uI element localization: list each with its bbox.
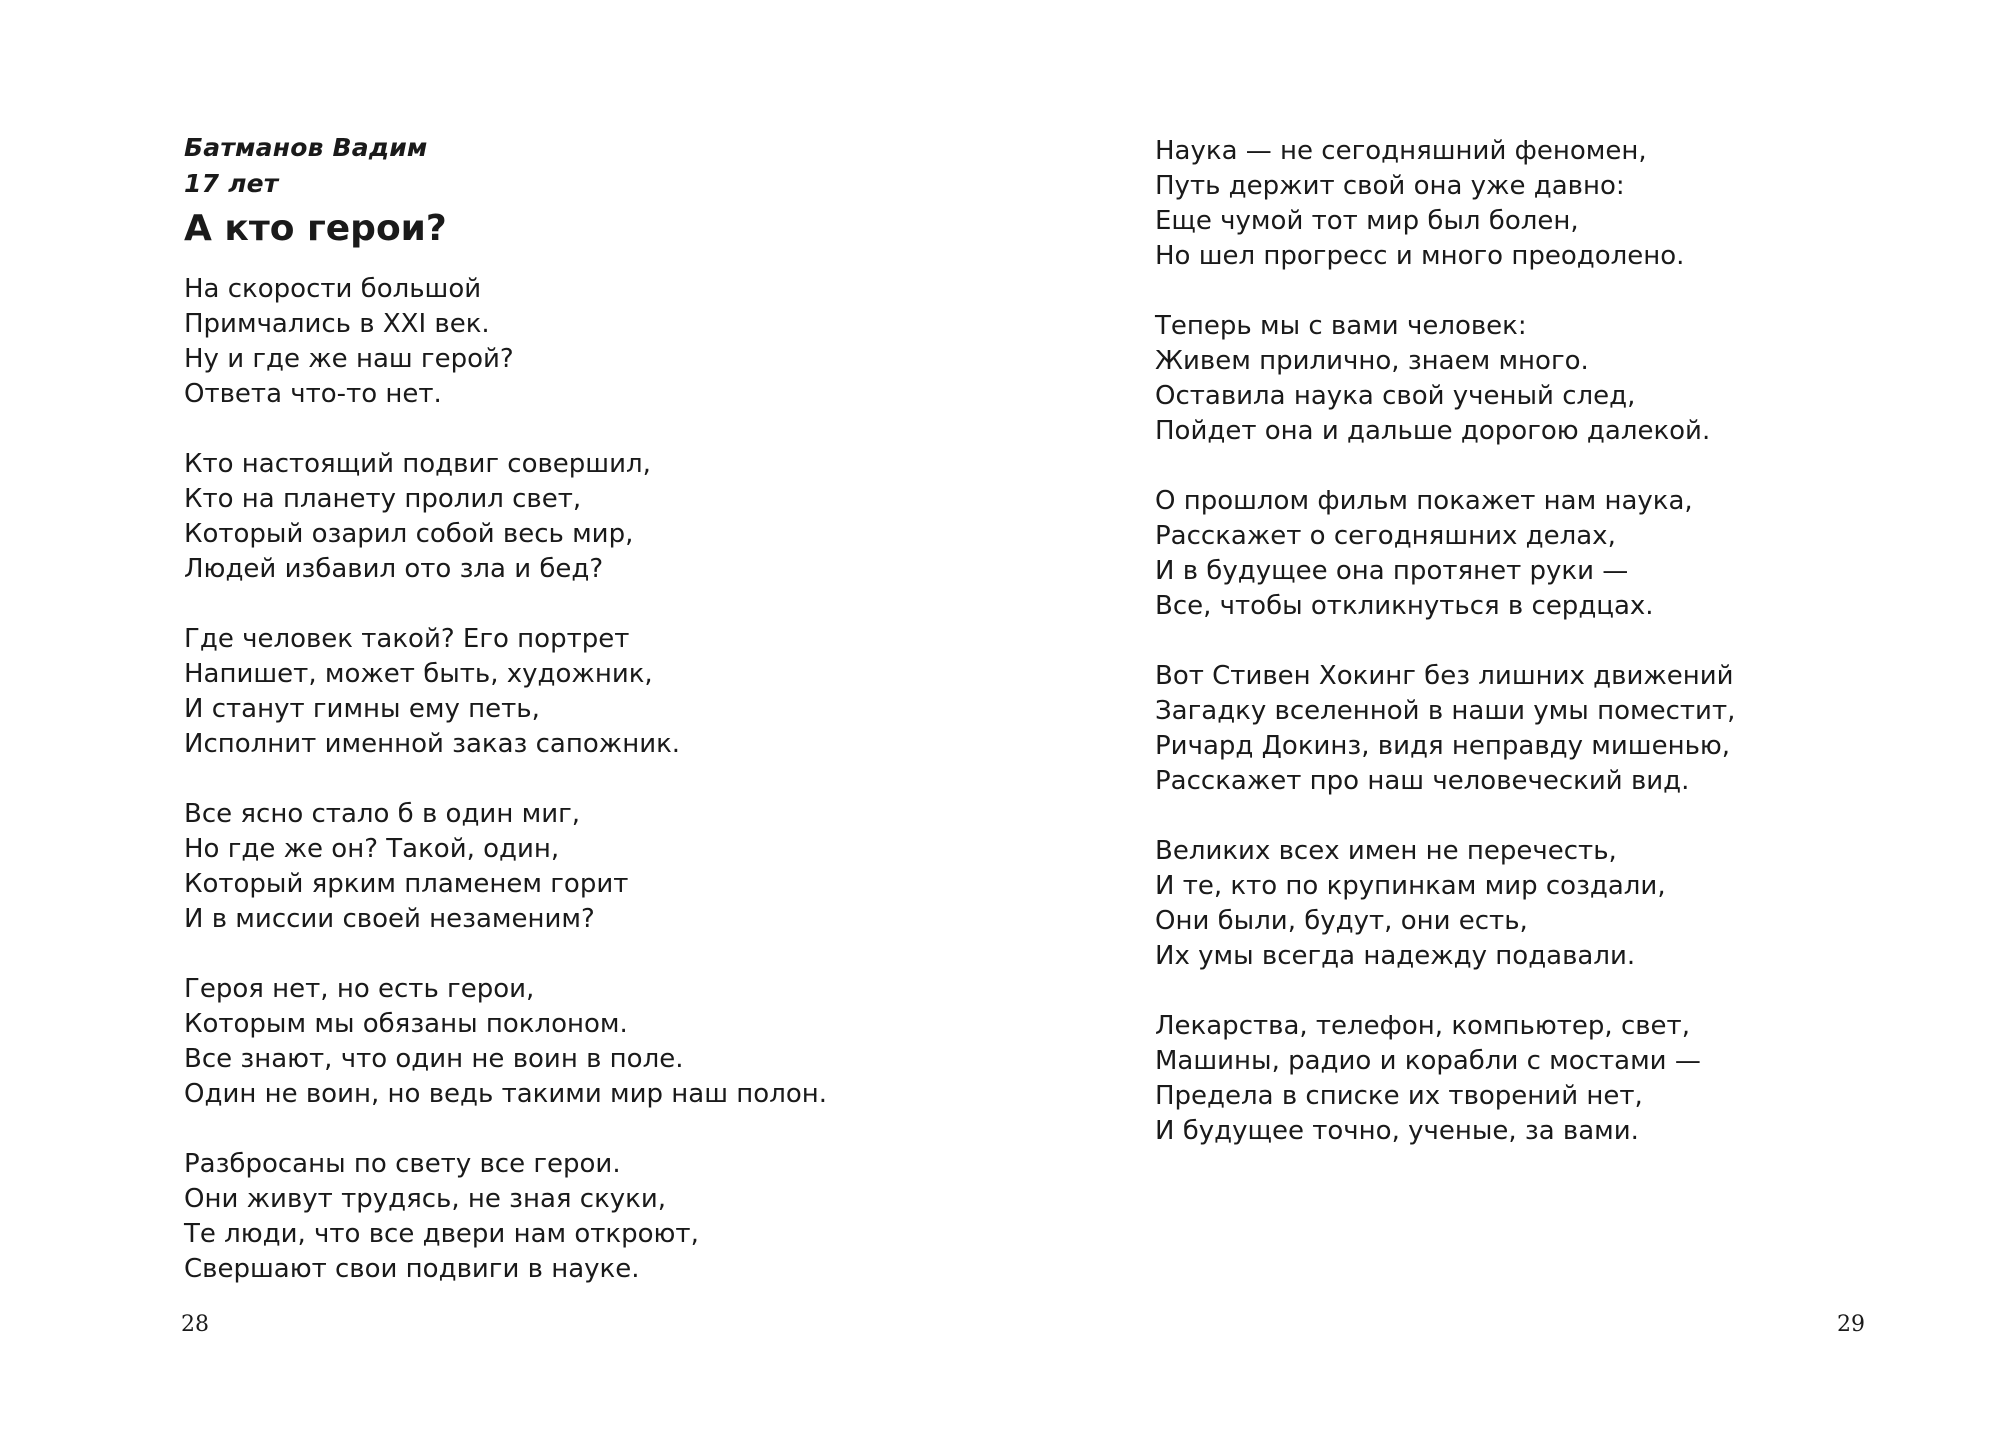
- poem-line: Расскажет о сегодняшних делах,: [1155, 521, 1616, 551]
- poem-line: Оставила наука свой ученый след,: [1155, 381, 1636, 411]
- poem-left-column: [184, 272, 827, 1287]
- poem-line: Предела в списке их творений нет,: [1155, 1081, 1643, 1111]
- poem-line: Разбросаны по свету все герои.: [184, 1149, 621, 1179]
- stanza: [184, 447, 827, 587]
- poem-line: Пойдет она и дальше дорогою далекой.: [1155, 416, 1711, 446]
- poem-line: Все знают, что один не воин в поле.: [184, 1044, 684, 1074]
- poem-line: Людей избавил ото зла и бед?: [184, 554, 604, 584]
- poem-line: Ответа что-то нет.: [184, 379, 442, 409]
- poem-line: Но шел прогресс и много преодолено.: [1155, 241, 1685, 271]
- stanza: [1155, 659, 1735, 799]
- poem-line: Машины, радио и корабли с мостами —: [1155, 1046, 1701, 1076]
- poem-line: Но где же он? Такой, один,: [184, 834, 560, 864]
- poem-line: Живем прилично, знаем много.: [1155, 346, 1589, 376]
- stanza: [1155, 484, 1735, 624]
- right-page: [999, 0, 1998, 1431]
- poem-right-column: [1155, 134, 1735, 1149]
- poem-line: Вот Стивен Хокинг без лишних движений: [1155, 661, 1734, 691]
- stanza: [1155, 1009, 1735, 1149]
- poem-line: Ричард Докинз, видя неправду мишенью,: [1155, 731, 1731, 761]
- page-number-left: 28: [181, 1312, 209, 1337]
- poem-line: О прошлом фильм покажет нам наука,: [1155, 486, 1693, 516]
- poem-line: Они живут трудясь, не зная скуки,: [184, 1184, 667, 1214]
- poem-line: Они были, будут, они есть,: [1155, 906, 1528, 936]
- page-number-right: 29: [1837, 1312, 1865, 1337]
- poem-line: Наука — не сегодняшний феномен,: [1155, 136, 1647, 166]
- poem-line: Великих всех имен не перечесть,: [1155, 836, 1617, 866]
- author-age: 17 лет: [184, 169, 279, 198]
- stanza: [184, 972, 827, 1112]
- poem-line: И те, кто по крупинкам мир создали,: [1155, 871, 1666, 901]
- stanza: [1155, 309, 1735, 449]
- stanza: [1155, 834, 1735, 974]
- poem-line: Один не воин, но ведь такими мир наш полон.: [184, 1079, 827, 1109]
- poem-line: И будущее точно, ученые, за вами.: [1155, 1116, 1639, 1146]
- poem-line: Загадку вселенной в наши умы поместит,: [1155, 696, 1736, 726]
- poem-line: И в миссии своей незаменим?: [184, 904, 595, 934]
- poem-line: Лекарства, телефон, компьютер, свет,: [1155, 1011, 1690, 1041]
- poem-line: Все, чтобы откликнуться в сердцах.: [1155, 591, 1654, 621]
- poem-line: И в будущее она протянет руки —: [1155, 556, 1629, 586]
- poem-line: Еще чумой тот мир был болен,: [1155, 206, 1579, 236]
- poem-line: Примчались в XXI век.: [184, 309, 490, 339]
- poem-line: И станут гимны ему петь,: [184, 694, 540, 724]
- stanza: [184, 1147, 827, 1287]
- poem-line: Их умы всегда надежду подавали.: [1155, 941, 1636, 971]
- poem-line: Ну и где же наш герой?: [184, 344, 514, 374]
- poem-title: А кто герои?: [184, 208, 447, 249]
- poem-line: Героя нет, но есть герои,: [184, 974, 535, 1004]
- poem-line: Теперь мы с вами человек:: [1155, 311, 1527, 341]
- author-name: Батманов Вадим: [184, 133, 428, 162]
- poem-line: Исполнит именной заказ сапожник.: [184, 729, 681, 759]
- poem-line: Где человек такой? Его портрет: [184, 624, 630, 654]
- poem-line: Кто на планету пролил свет,: [184, 484, 582, 514]
- poem-line: Расскажет про наш человеческий вид.: [1155, 766, 1690, 796]
- author-block: [184, 130, 428, 202]
- stanza: [184, 622, 827, 762]
- poem-line: Путь держит свой она уже давно:: [1155, 171, 1625, 201]
- poem-line: Те люди, что все двери нам откроют,: [184, 1219, 699, 1249]
- poem-line: Все ясно стало б в один миг,: [184, 799, 581, 829]
- poem-line: Которым мы обязаны поклоном.: [184, 1009, 628, 1039]
- stanza: [1155, 134, 1735, 274]
- stanza: [184, 272, 827, 412]
- poem-line: Напишет, может быть, художник,: [184, 659, 653, 689]
- poem-line: Кто настоящий подвиг совершил,: [184, 449, 651, 479]
- poem-line: Который ярким пламенем горит: [184, 869, 629, 899]
- poem-line: На скорости большой: [184, 274, 482, 304]
- poem-line: Который озарил собой весь мир,: [184, 519, 634, 549]
- stanza: [184, 797, 827, 937]
- poem-line: Свершают свои подвиги в науке.: [184, 1254, 640, 1284]
